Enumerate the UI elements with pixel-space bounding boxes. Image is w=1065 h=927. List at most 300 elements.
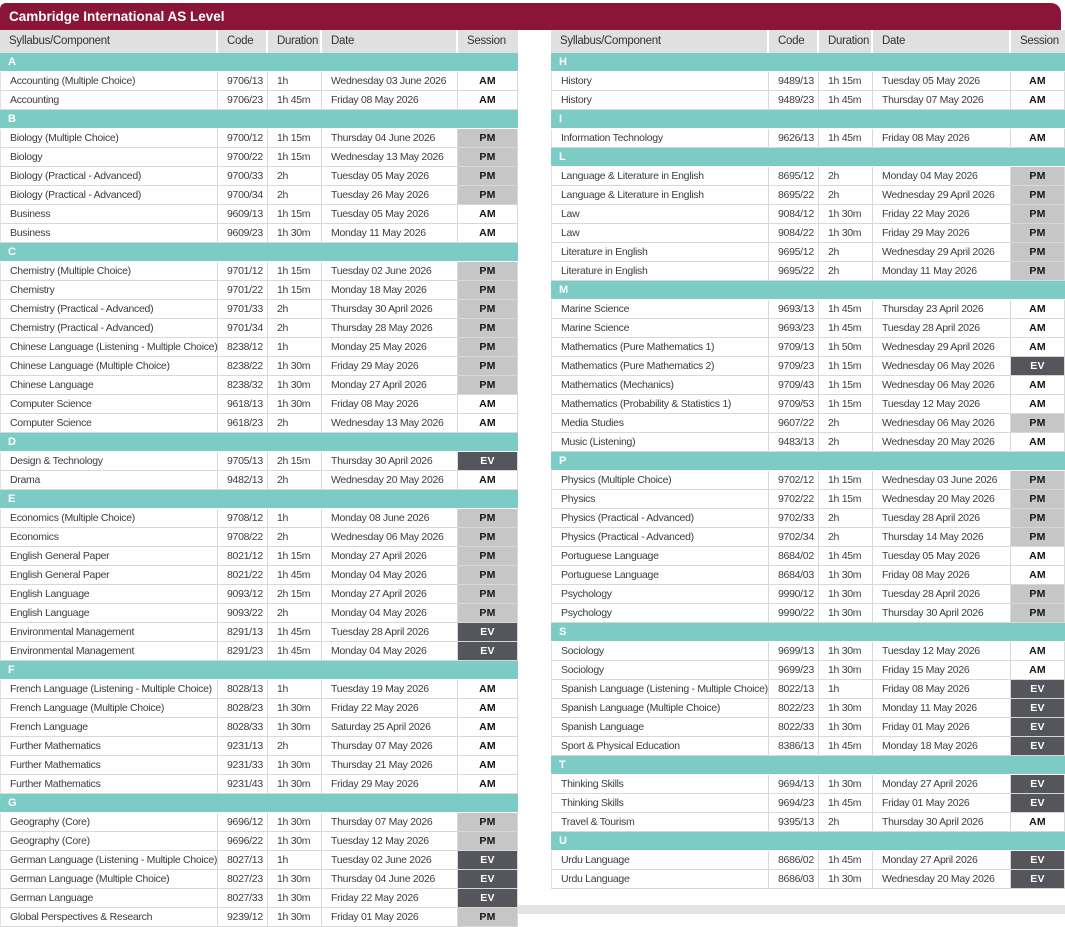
cell-syllabus: Accounting (Multiple Choice) [0,72,218,91]
session-badge: AM [458,756,518,775]
table-row [0,452,518,471]
cell-code: 9696/12 [218,813,268,832]
cell-code: 8027/23 [218,870,268,889]
cell-code: 9702/34 [769,528,819,547]
session-badge: AM [458,205,518,224]
cell-code: 9482/13 [218,471,268,490]
cell-code: 9084/22 [769,224,819,243]
cell-syllabus: Physics [551,490,769,509]
cell-syllabus: Business [0,224,218,243]
cell-code: 8027/13 [218,851,268,870]
table-row [0,528,518,547]
cell-date: Friday 01 May 2026 [873,794,1011,813]
cell-duration: 2h [819,414,873,433]
session-badge: AM [458,72,518,91]
cell-date: Friday 08 May 2026 [322,395,458,414]
cell-syllabus: German Language (Listening - Multiple Choice) [0,851,218,870]
session-badge: PM [458,566,518,585]
cell-duration: 1h 30m [268,357,322,376]
cell-date: Tuesday 28 April 2026 [873,319,1011,338]
cell-code: 8686/03 [769,870,819,889]
cell-date: Monday 27 April 2026 [322,585,458,604]
cell-date: Wednesday 20 May 2026 [873,870,1011,889]
cell-syllabus: Urdu Language [551,870,769,889]
table-row [551,129,1065,148]
cell-duration: 1h 15m [819,471,873,490]
table-row [551,319,1065,338]
cell-duration: 1h 30m [268,699,322,718]
cell-syllabus: Chinese Language (Listening - Multiple Choice) [0,338,218,357]
cell-syllabus: Chemistry (Practical - Advanced) [0,319,218,338]
session-badge: PM [1011,186,1065,205]
table-row [551,186,1065,205]
title-bar [0,3,1061,30]
cell-code: 9708/12 [218,509,268,528]
session-badge: PM [458,604,518,623]
cell-syllabus: Mathematics (Pure Mathematics 1) [551,338,769,357]
session-badge: PM [458,357,518,376]
cell-duration: 2h [819,509,873,528]
cell-date: Friday 29 May 2026 [322,775,458,794]
session-badge: EV [1011,794,1065,813]
table-row [551,718,1065,737]
cell-code: 9483/13 [769,433,819,452]
session-badge: AM [1011,566,1065,585]
cell-duration: 1h 30m [819,604,873,623]
cell-duration: 1h 30m [268,395,322,414]
table-row [551,585,1065,604]
cell-syllabus: Economics (Multiple Choice) [0,509,218,528]
table-row [551,224,1065,243]
table-row [551,471,1065,490]
cell-date: Thursday 30 April 2026 [322,452,458,471]
table-row [551,433,1065,452]
session-badge: EV [1011,699,1065,718]
cell-duration: 1h 45m [268,642,322,661]
cell-duration: 1h 15m [268,129,322,148]
cell-syllabus: Law [551,224,769,243]
cell-code: 9700/34 [218,186,268,205]
cell-code: 9702/33 [769,509,819,528]
cell-syllabus: English Language [0,604,218,623]
cell-syllabus: Literature in English [551,243,769,262]
table-row [0,91,518,110]
cell-duration: 1h 30m [268,756,322,775]
cell-duration: 1h 30m [268,376,322,395]
cell-duration: 1h 30m [819,661,873,680]
cell-duration: 1h 45m [819,91,873,110]
table-row [551,243,1065,262]
cell-code: 9093/12 [218,585,268,604]
table-row [0,281,518,300]
session-badge: PM [458,832,518,851]
cell-code: 9709/43 [769,376,819,395]
cell-code: 8684/02 [769,547,819,566]
section-header-u: U [551,832,1065,851]
table-row [551,851,1065,870]
cell-date: Tuesday 02 June 2026 [322,851,458,870]
cell-code: 9489/23 [769,91,819,110]
cell-duration: 1h 30m [268,889,322,908]
cell-duration: 1h 30m [819,585,873,604]
section-header-g: G [0,794,518,813]
cell-code: 9701/33 [218,300,268,319]
cell-code: 9700/22 [218,148,268,167]
cell-syllabus: Environmental Management [0,642,218,661]
cell-syllabus: Psychology [551,604,769,623]
cell-code: 9693/23 [769,319,819,338]
table-row [551,72,1065,91]
session-badge: AM [458,699,518,718]
cell-code: 8028/23 [218,699,268,718]
session-badge: AM [458,395,518,414]
cell-code: 9990/22 [769,604,819,623]
section-header-i: I [551,110,1065,129]
cell-date: Wednesday 29 April 2026 [873,243,1011,262]
session-badge: PM [458,547,518,566]
cell-date: Thursday 04 June 2026 [322,870,458,889]
cell-duration: 1h 30m [268,224,322,243]
cell-code: 8022/13 [769,680,819,699]
cell-syllabus: Geography (Core) [0,832,218,851]
cell-date: Friday 22 May 2026 [322,699,458,718]
cell-code: 9701/34 [218,319,268,338]
cell-code: 9694/13 [769,775,819,794]
cell-duration: 2h [268,414,322,433]
cell-date: Friday 08 May 2026 [873,566,1011,585]
table-row [551,376,1065,395]
cell-syllabus: Business [0,205,218,224]
timetable-column-left [0,30,518,927]
cell-syllabus: English Language [0,585,218,604]
cell-syllabus: Spanish Language (Multiple Choice) [551,699,769,718]
cell-syllabus: Spanish Language (Listening - Multiple Choice) [551,680,769,699]
cell-syllabus: Physics (Multiple Choice) [551,471,769,490]
cell-syllabus: Media Studies [551,414,769,433]
cell-date: Wednesday 20 May 2026 [873,433,1011,452]
cell-date: Tuesday 28 April 2026 [322,623,458,642]
cell-duration: 1h [268,851,322,870]
cell-code: 9618/23 [218,414,268,433]
session-badge: EV [1011,775,1065,794]
cell-syllabus: Thinking Skills [551,775,769,794]
cell-duration: 1h 15m [268,547,322,566]
session-badge: AM [458,91,518,110]
session-badge: PM [1011,490,1065,509]
cell-syllabus: Literature in English [551,262,769,281]
cell-code: 9705/13 [218,452,268,471]
session-badge: AM [1011,72,1065,91]
table-row [551,699,1065,718]
cell-syllabus: Further Mathematics [0,737,218,756]
cell-syllabus: Chemistry [0,281,218,300]
cell-date: Tuesday 28 April 2026 [873,585,1011,604]
column-header-syllabus-component: Syllabus/Component [551,30,769,53]
cell-code: 8022/33 [769,718,819,737]
table-row [0,471,518,490]
cell-code: 9694/23 [769,794,819,813]
session-badge: AM [1011,813,1065,832]
session-badge: PM [458,167,518,186]
session-badge: PM [1011,604,1065,623]
session-badge: EV [1011,357,1065,376]
cell-syllabus: Chemistry (Practical - Advanced) [0,300,218,319]
cell-syllabus: French Language (Listening - Multiple Choice) [0,680,218,699]
cell-duration: 2h [268,300,322,319]
cell-code: 9709/53 [769,395,819,414]
cell-code: 9395/13 [769,813,819,832]
cell-duration: 1h 30m [268,832,322,851]
table-row [0,129,518,148]
cell-syllabus: French Language (Multiple Choice) [0,699,218,718]
cell-syllabus: English General Paper [0,566,218,585]
cell-code: 8291/23 [218,642,268,661]
session-badge: PM [458,908,518,927]
cell-date: Thursday 28 May 2026 [322,319,458,338]
cell-syllabus: Information Technology [551,129,769,148]
cell-date: Tuesday 02 June 2026 [322,262,458,281]
table-row [551,338,1065,357]
cell-code: 8386/13 [769,737,819,756]
cell-syllabus: German Language (Multiple Choice) [0,870,218,889]
section-header-d: D [0,433,518,452]
cell-duration: 1h 45m [268,566,322,585]
cell-duration: 1h 45m [819,737,873,756]
session-badge: EV [1011,718,1065,737]
cell-code: 9702/12 [769,471,819,490]
cell-date: Wednesday 13 May 2026 [322,148,458,167]
session-badge: AM [1011,319,1065,338]
cell-date: Friday 22 May 2026 [873,205,1011,224]
cell-date: Monday 04 May 2026 [322,566,458,585]
cell-syllabus: Spanish Language [551,718,769,737]
session-badge: AM [458,224,518,243]
cell-syllabus: Marine Science [551,319,769,338]
cell-code: 9701/12 [218,262,268,281]
cell-date: Tuesday 05 May 2026 [322,205,458,224]
cell-code: 9693/13 [769,300,819,319]
cell-date: Wednesday 06 May 2026 [322,528,458,547]
column-header-code: Code [218,30,268,53]
table-row [0,870,518,889]
cell-code: 9700/33 [218,167,268,186]
cell-date: Thursday 07 May 2026 [873,91,1011,110]
cell-duration: 1h 15m [819,395,873,414]
cell-duration: 1h 50m [819,338,873,357]
cell-date: Wednesday 29 April 2026 [873,186,1011,205]
table-row [551,528,1065,547]
table-row [551,300,1065,319]
table-row [551,205,1065,224]
table-header-row [0,30,518,53]
cell-duration: 1h 45m [268,91,322,110]
cell-duration: 2h [819,262,873,281]
cell-syllabus: History [551,72,769,91]
cell-date: Friday 01 May 2026 [322,908,458,927]
table-row [0,148,518,167]
section-header-t: T [551,756,1065,775]
session-badge: PM [458,528,518,547]
cell-date: Thursday 23 April 2026 [873,300,1011,319]
cell-duration: 1h 15m [268,262,322,281]
cell-date: Thursday 30 April 2026 [873,813,1011,832]
table-row [551,490,1065,509]
section-header-e: E [0,490,518,509]
cell-code: 8027/33 [218,889,268,908]
cell-code: 9708/22 [218,528,268,547]
session-badge: AM [1011,338,1065,357]
page-title: Cambridge International AS Level [9,9,225,24]
cell-duration: 2h 15m [268,585,322,604]
cell-date: Thursday 04 June 2026 [322,129,458,148]
cell-date: Friday 08 May 2026 [873,129,1011,148]
cell-date: Friday 01 May 2026 [873,718,1011,737]
cell-syllabus: Biology (Multiple Choice) [0,129,218,148]
table-row [551,395,1065,414]
session-badge: AM [458,414,518,433]
cell-syllabus: Portuguese Language [551,566,769,585]
cell-date: Monday 04 May 2026 [873,167,1011,186]
session-badge: AM [1011,661,1065,680]
cell-code: 9695/12 [769,243,819,262]
cell-syllabus: Portuguese Language [551,547,769,566]
cell-date: Wednesday 03 June 2026 [322,72,458,91]
cell-duration: 2h [819,433,873,452]
cell-duration: 1h 15m [819,490,873,509]
cell-duration: 1h 30m [268,908,322,927]
cell-code: 9626/13 [769,129,819,148]
table-row [551,813,1065,832]
cell-duration: 2h [268,186,322,205]
table-row [551,91,1065,110]
session-badge: AM [1011,395,1065,414]
cell-syllabus: Design & Technology [0,452,218,471]
cell-duration: 1h 30m [819,566,873,585]
cell-date: Monday 04 May 2026 [322,642,458,661]
table-row [0,851,518,870]
session-badge: PM [1011,167,1065,186]
cell-code: 9990/12 [769,585,819,604]
cell-date: Wednesday 03 June 2026 [873,471,1011,490]
cell-code: 9706/13 [218,72,268,91]
section-header-m: M [551,281,1065,300]
cell-date: Tuesday 19 May 2026 [322,680,458,699]
table-row [0,547,518,566]
cell-date: Wednesday 29 April 2026 [873,338,1011,357]
table-row [0,338,518,357]
cell-duration: 1h 30m [268,813,322,832]
cell-date: Tuesday 05 May 2026 [322,167,458,186]
cell-duration: 2h [819,243,873,262]
cell-duration: 1h 30m [819,224,873,243]
cell-duration: 1h 30m [819,718,873,737]
cell-syllabus: Economics [0,528,218,547]
cell-duration: 1h [268,338,322,357]
section-header-s: S [551,623,1065,642]
session-badge: PM [1011,205,1065,224]
session-badge: AM [1011,642,1065,661]
table-row [0,262,518,281]
cell-duration: 1h 15m [819,72,873,91]
session-badge: PM [458,509,518,528]
cell-syllabus: Biology [0,148,218,167]
table-row [0,832,518,851]
table-row [551,566,1065,585]
session-badge: PM [458,186,518,205]
cell-syllabus: Sociology [551,661,769,680]
cell-duration: 2h [819,813,873,832]
cell-date: Monday 18 May 2026 [873,737,1011,756]
table-row [0,604,518,623]
cell-syllabus: Mathematics (Mechanics) [551,376,769,395]
session-badge: AM [458,471,518,490]
table-row [551,775,1065,794]
table-row [0,224,518,243]
table-row [0,300,518,319]
cell-date: Monday 27 April 2026 [322,376,458,395]
cell-duration: 1h 30m [268,775,322,794]
column-header-duration: Duration [268,30,322,53]
cell-syllabus: English General Paper [0,547,218,566]
cell-duration: 1h 30m [268,870,322,889]
session-badge: AM [458,737,518,756]
session-badge: PM [458,585,518,604]
cell-duration: 2h [268,319,322,338]
cell-syllabus: Computer Science [0,395,218,414]
cell-date: Monday 04 May 2026 [322,604,458,623]
table-row [551,870,1065,889]
table-row [551,262,1065,281]
session-badge: PM [1011,471,1065,490]
cell-date: Wednesday 06 May 2026 [873,357,1011,376]
cell-syllabus: Geography (Core) [0,813,218,832]
cell-date: Monday 11 May 2026 [873,699,1011,718]
table-row [0,376,518,395]
cell-syllabus: Mathematics (Probability & Statistics 1) [551,395,769,414]
cell-duration: 1h 45m [268,623,322,642]
cell-date: Thursday 14 May 2026 [873,528,1011,547]
session-badge: AM [1011,376,1065,395]
cell-date: Thursday 30 April 2026 [873,604,1011,623]
session-badge: PM [458,300,518,319]
cell-code: 8238/12 [218,338,268,357]
cell-date: Monday 08 June 2026 [322,509,458,528]
cell-code: 9699/13 [769,642,819,661]
session-badge: AM [1011,433,1065,452]
cell-code: 9231/43 [218,775,268,794]
cell-duration: 1h 45m [819,319,873,338]
cell-syllabus: Biology (Practical - Advanced) [0,186,218,205]
cell-duration: 1h 45m [819,129,873,148]
cell-code: 9696/22 [218,832,268,851]
cell-date: Monday 11 May 2026 [322,224,458,243]
column-header-syllabus-component: Syllabus/Component [0,30,218,53]
cell-code: 8695/12 [769,167,819,186]
cell-code: 8028/13 [218,680,268,699]
section-header-a: A [0,53,518,72]
session-badge: AM [458,718,518,737]
table-row [551,167,1065,186]
cell-code: 9084/12 [769,205,819,224]
session-badge: PM [458,338,518,357]
session-badge: PM [458,129,518,148]
session-badge: EV [1011,737,1065,756]
cell-duration: 1h 45m [819,547,873,566]
cell-code: 9231/13 [218,737,268,756]
cell-code: 9702/22 [769,490,819,509]
cell-syllabus: Global Perspectives & Research [0,908,218,927]
cell-date: Tuesday 12 May 2026 [873,642,1011,661]
